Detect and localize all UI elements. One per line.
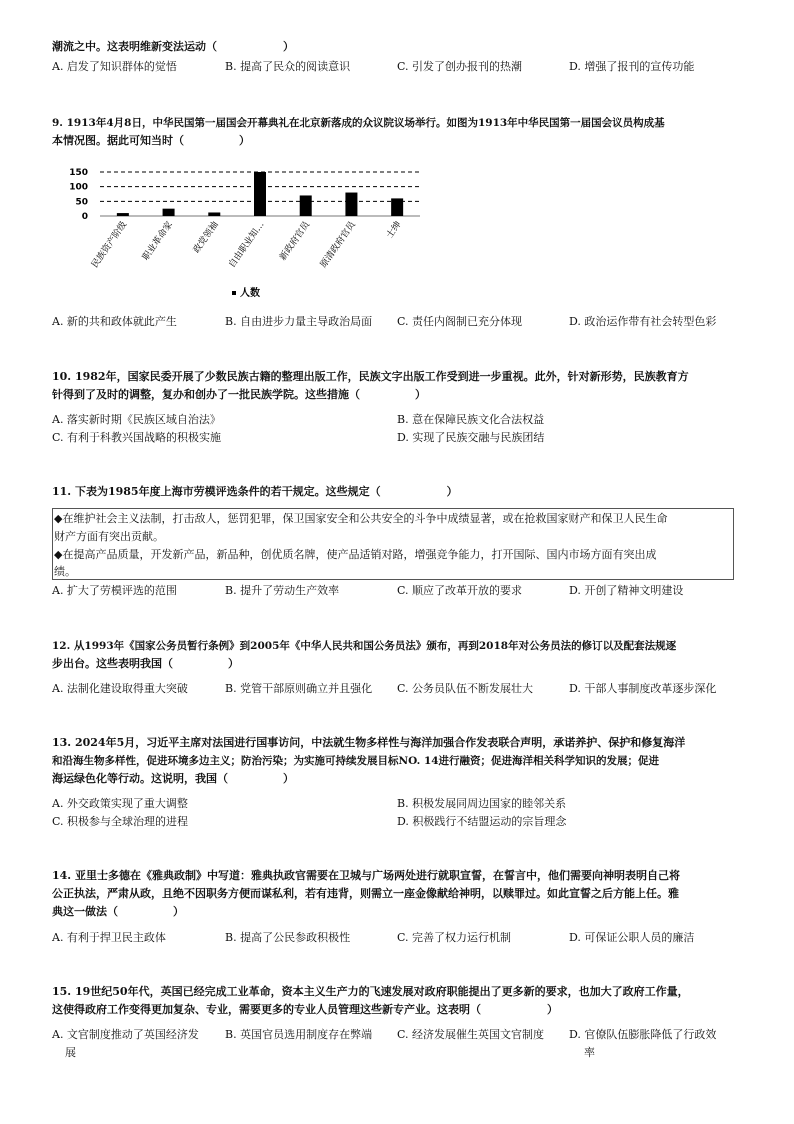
q12-stem-line1: 12. 从1993年《国家公务员暂行条例》到2005年《中华人民共和国公务员法》颁布，再到2018年对公务员法的修订以及配套法规逐 [52, 640, 677, 652]
q14-stem-line1: 14. 亚里士多德在《雅典政制》中写道：雅典执政官需要在卫城与广场两处进行就职宣誓，在誓言中，他们需要向神明表明自己将 [52, 869, 680, 882]
x-tick-label: 政党领袖 [191, 219, 221, 256]
q11-rule1-line1: ◆在维护社会主义法制，打击敌人，惩罚犯罪，保卫国家安全和公共安全的斗争中成绩显著，或在抢救国家财产和保卫人民生命 [54, 512, 668, 525]
q10-option-c[interactable]: C. 有利于科教兴国战略的积极实施 [52, 431, 222, 444]
x-tick-label: 新政府官员 [278, 219, 313, 263]
q13-stem-line3: 海运绿色化等行动。这说明，我国（ ） [52, 772, 294, 785]
q15-stem-line1: 15. 19世纪50年代，英国已经完成工业革命，资本主义生产力的飞速发展对政府职能提出了更多新的要求，也加大了政府工作量， [52, 985, 689, 998]
q11-rule1-line2: 财产方面有突出贡献。 [54, 530, 164, 543]
q15-option-b[interactable]: B. 英国官员选用制度存在弊端 [225, 1028, 373, 1041]
legend-swatch [232, 291, 236, 295]
q14-stem-line3: 典这一做法（ ） [52, 905, 184, 918]
q8-stem: 潮流之中。这表明维新变法运动（ ） [52, 40, 294, 53]
q8-option-c[interactable]: C. 引发了创办报刊的热潮 [397, 60, 523, 73]
q9-option-c[interactable]: C. 责任内阁制已充分体现 [397, 315, 523, 328]
q15-stem-line2: 这使得政府工作变得更加复杂、专业，需要更多的专业人员管理这些新专产业。这表明（ ） [52, 1003, 558, 1016]
y-tick-label: 0 [81, 212, 88, 222]
q13-stem-line2: 和沿海生物多样性，促进环境多边主义；防治污染；为实施可持续发展目标NO. 14进行融资；促进海洋相关科学知识的发展；促进 [52, 755, 660, 767]
q8-option-a[interactable]: A. 启发了知识群体的觉悟 [52, 60, 177, 73]
q11-option-b[interactable]: B. 提升了劳动生产效率 [225, 584, 340, 597]
bar [300, 195, 312, 216]
q12-option-c[interactable]: C. 公务员队伍不断发展壮大 [397, 682, 534, 695]
q15-option-d-cont[interactable]: 率 [584, 1046, 595, 1059]
bar [391, 198, 403, 216]
q9-option-a[interactable]: A. 新的共和政体就此产生 [52, 315, 177, 328]
q15-option-d[interactable]: D. 官僚队伍膨胀降低了行政效 [569, 1028, 717, 1041]
q11-rule2-line1: ◆在提高产品质量，开发新产品，新品种，创优质名牌，使产品适销对路，增强竞争能力，打开国际、国内市场方面有突出成 [54, 548, 657, 561]
q11-option-a[interactable]: A. 扩大了劳模评选的范围 [52, 584, 177, 597]
legend-label: 人数 [240, 288, 260, 299]
x-tick-label: 职业革命家 [141, 219, 176, 263]
q9-option-b[interactable]: B. 自由进步力量主导政治局面 [225, 315, 373, 328]
q9-bar-chart [60, 160, 440, 310]
y-tick-label: 50 [75, 197, 88, 208]
q15-option-a-cont[interactable]: 展 [65, 1046, 76, 1059]
q13-option-c[interactable]: C. 积极参与全球治理的进程 [52, 815, 189, 828]
q10-option-b[interactable]: B. 意在保障民族文化合法权益 [397, 413, 545, 426]
bar [345, 193, 357, 216]
q12-stem-line2: 步出台。这些表明我国（ ） [52, 657, 239, 670]
q15-option-a[interactable]: A. 文官制度推动了英国经济发 [52, 1028, 199, 1041]
q14-option-b[interactable]: B. 提高了公民参政积极性 [225, 931, 351, 944]
q12-option-b[interactable]: B. 党管干部原则确立并且强化 [225, 682, 373, 695]
q14-option-d[interactable]: D. 可保证公职人员的廉洁 [569, 931, 695, 944]
q12-option-d[interactable]: D. 干部人事制度改革逐步深化 [569, 682, 717, 695]
q13-option-d[interactable]: D. 积极践行不结盟运动的宗旨理念 [397, 815, 567, 828]
q10-stem-line2: 针得到了及时的调整，复办和创办了一批民族学院。这些措施（ ） [52, 388, 426, 401]
x-tick-label: 原清政府官员 [318, 219, 358, 270]
q11-rule2-line2: 绩。 [54, 565, 76, 578]
y-tick-label: 150 [69, 168, 88, 178]
x-tick-label: 士绅 [385, 219, 404, 241]
q9-stem-line2: 本情况图。据此可知当时（ ） [52, 134, 250, 147]
q14-stem-line2: 公正执法，严肃从政，且绝不因职务方便而谋私利，若有违背，则需立一座金像献给神明，以赎罪过。如此宣誓之后方能上任。雅 [52, 887, 679, 900]
bar [117, 213, 129, 216]
q10-option-d[interactable]: D. 实现了民族交融与民族团结 [397, 431, 545, 444]
q9-stem-line1: 9. 1913年4月8日，中华民国第一届国会开幕典礼在北京新落成的众议院议场举行。如图为1913年中华民国第一届国会议员构成基 [52, 117, 665, 129]
q12-option-a[interactable]: A. 法制化建设取得重大突破 [52, 682, 188, 695]
q11-option-d[interactable]: D. 开创了精神文明建设 [569, 584, 684, 597]
q13-option-b[interactable]: B. 积极发展同周边国家的睦邻关系 [397, 797, 567, 810]
q10-option-a[interactable]: A. 落实新时期《民族区域自治法》 [52, 413, 221, 426]
q14-option-a[interactable]: A. 有利于捍卫民主政体 [52, 931, 166, 944]
q9-option-d[interactable]: D. 政治运作带有社会转型色彩 [569, 315, 717, 328]
q15-option-c[interactable]: C. 经济发展催生英国文官制度 [397, 1028, 545, 1041]
q13-option-a[interactable]: A. 外交政策实现了重大调整 [52, 797, 188, 810]
q8-option-d[interactable]: D. 增强了报刊的宣传功能 [569, 60, 695, 73]
q8-option-b[interactable]: B. 提高了民众的阅读意识 [225, 60, 351, 73]
q11-stem: 11. 下表为1985年度上海市劳模评选条件的若干规定。这些规定（ ） [52, 485, 458, 498]
q11-option-c[interactable]: C. 顺应了改革开放的要求 [397, 584, 523, 597]
x-tick-label: 自由职业知… [227, 219, 267, 270]
q10-stem-line1: 10. 1982年，国家民委开展了少数民族古籍的整理出版工作，民族文字出版工作受到进一步重视。此外，针对新形势，民族教育方 [52, 370, 689, 383]
bar [254, 172, 266, 216]
bar [208, 212, 220, 216]
bar [163, 209, 175, 216]
y-tick-label: 100 [69, 182, 88, 193]
x-tick-label: 民族资产阶级 [90, 219, 130, 270]
q14-option-c[interactable]: C. 完善了权力运行机制 [397, 931, 512, 944]
q13-stem-line1: 13. 2024年5月，习近平主席对法国进行国事访问，中法就生物多样性与海洋加强合作发表联合声明，承诺养护、保护和修复海洋 [52, 736, 686, 749]
